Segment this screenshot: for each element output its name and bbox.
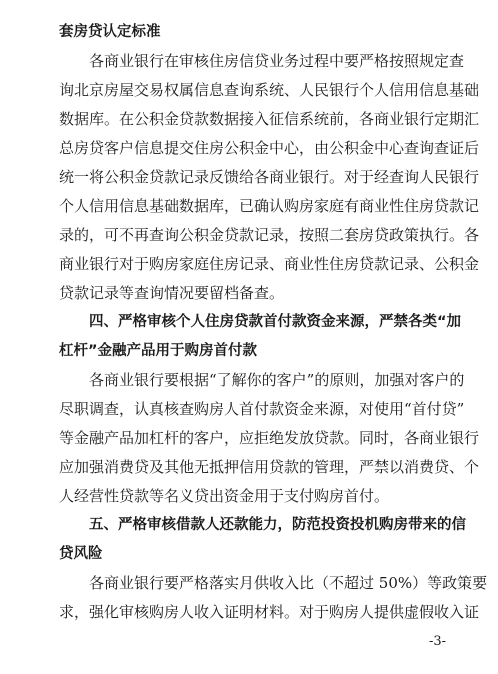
text-line-4: 数据库。在公积金贷款数据接入征信系统前，各商业银行定期汇: [59, 110, 480, 128]
text-line-3: 询北京房屋交易权属信息查询系统、人民银行个人信用信息基础: [59, 81, 480, 99]
text-line-9: 商业银行对于购房家庭住房记录、商业性住房贷款记录、公积金: [59, 255, 480, 273]
text-line-14: 尽职调查，认真核查购房人首付款资金来源，对使用“首付贷”: [59, 400, 465, 418]
text-line-16: 应加强消费贷及其他无抵押信用贷款的管理，严禁以消费贷、个: [59, 458, 480, 476]
text-line-21: 求，强化审核购房人收入证明材料。对于购房人提供虚假收入证: [59, 603, 480, 621]
section-heading-5-line-2: 贷风险: [59, 546, 103, 562]
text-line-1: 套房贷认定标准: [59, 24, 161, 40]
text-line-8: 录的，可不再查询公积金贷款记录，按照二套房贷政策执行。各: [59, 226, 480, 244]
text-line-2: 各商业银行在审核住房信贷业务过程中要严格按照规定查: [89, 52, 465, 70]
section-heading-4-line-1: 四、严格审核个人住房贷款首付款资金来源，严禁各类“加: [89, 314, 462, 330]
text-line-15: 等金融产品加杠杆的客户，应拒绝发放贷款。同时，各商业银行: [59, 429, 480, 447]
text-line-17: 人经营性贷款等名义贷出资金用于支付购房首付。: [59, 487, 390, 505]
text-line-6: 统一将公积金贷款记录反馈给各商业银行。对于经查询人民银行: [59, 168, 480, 186]
text-line-7: 个人信用信息基础数据库，已确认购房家庭有商业性住房贷款记: [59, 197, 480, 215]
section-heading-5-line-1: 五、严格审核借款人还款能力，防范投资投机购房带来的信: [89, 517, 466, 533]
text-line-13: 各商业银行要根据“了解你的客户”的原则，加强对客户的: [89, 371, 465, 389]
text-line-5: 总房贷客户信息提交住房公积金中心，由公积金中心查询查证后: [59, 139, 480, 157]
text-line-10: 贷款记录等查询情况要留档备查。: [59, 284, 285, 302]
page-number: -3-: [428, 634, 446, 649]
section-heading-4-line-2: 杠杆”金融产品用于购房首付款: [59, 343, 258, 359]
text-line-20: 各商业银行要严格落实月供收入比（不超过 50%）等政策要: [89, 574, 488, 592]
